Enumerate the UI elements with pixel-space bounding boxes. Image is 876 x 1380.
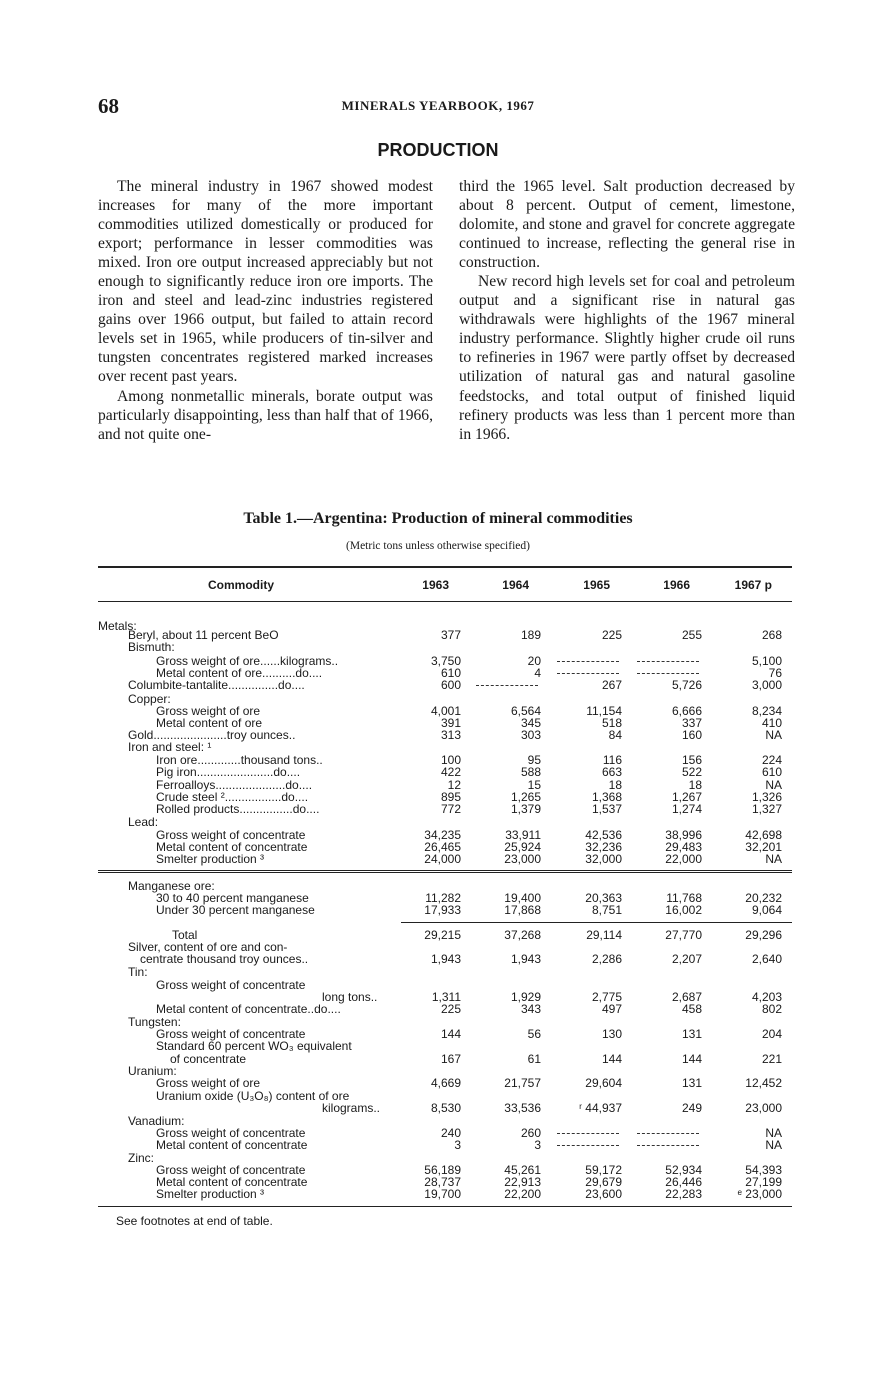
row-label: Iron ore.............thousand tons.. [156,753,323,767]
cell-value: 100 [440,753,461,767]
cell-value: 895 [440,790,461,804]
row-label: Copper: [128,692,171,706]
cell-value: 1,379 [510,802,541,816]
table-row [0,1127,876,1139]
cell-value: 23,000 [504,852,541,866]
cell-value: 663 [601,765,622,779]
table-row [0,1016,876,1028]
row-label: Total [172,928,198,942]
cell-value: 33,911 [505,828,541,842]
cell-value: 3 [534,1138,541,1152]
table-row [0,679,876,691]
cell-value: 160 [681,728,702,742]
row-label: Beryl, about 11 percent BeO [128,628,279,642]
no-data-dash [557,1133,619,1134]
table-row [0,1028,876,1040]
cell-value: 84 [608,728,622,742]
table-row [0,953,876,965]
row-label: Metal content of concentrate [156,1175,308,1189]
no-data-dash [557,673,619,674]
table-row [0,779,876,791]
table-row [0,1077,876,1089]
column-header-commodity: Commodity [208,578,274,592]
no-data-dash [476,685,538,686]
cell-value: 267 [601,678,622,692]
table-row [0,791,876,803]
cell-value: 156 [681,753,702,767]
cell-value: 8,751 [591,903,622,917]
row-label: Metal content of ore [156,716,263,730]
row-label: Pig iron.......................do.... [156,765,301,779]
cell-value: 1,929 [510,990,541,1004]
cell-value: 29,296 [745,928,782,942]
cell-value: 29,604 [585,1076,622,1090]
cell-value: 5,726 [671,678,702,692]
cell-value: 23,000 [745,1101,782,1115]
cell-value: 3,000 [751,678,782,692]
row-label: Gross weight of ore [156,1076,261,1090]
cell-value: NA [765,1138,782,1152]
cell-value: NA [765,1126,782,1140]
row-label: Gross weight of concentrate [156,1027,306,1041]
cell-value: 518 [601,716,622,730]
cell-value: 38,996 [665,828,702,842]
row-label: Gross weight of concentrate [156,1163,306,1177]
cell-value: 24,000 [424,852,461,866]
row-label: Manganese ore: [128,879,215,893]
cell-value: 56 [527,1027,541,1041]
cell-value: 130 [601,1027,622,1041]
cell-value: 37,268 [504,928,541,942]
paragraph-continued: third the 1965 level. Salt production decreased by about 8 percent. Output of cement, limestone, dolomite, and stone and gravel for concrete aggregate continued to increase, reflecting the general rise in construction. [459,178,795,272]
paragraph: New record high levels set for coal and petroleum output and a significant rise in natural gas withdrawals were highlights of the 1967 mineral industry performance. Slightly higher crude oil runs to refineries in 1967 were partly offset by decreased utilization of natural gas and natural gasoline feedstocks, and total output of finished liquid refinery products was less than 1 percent more than in 1966. [459,273,795,443]
table-row [0,966,876,978]
cell-value: 458 [681,1002,702,1016]
cell-value: 20,363 [585,891,622,905]
no-data-dash [557,1145,619,1146]
cell-value: 59,172 [585,1163,622,1177]
cell-value: 19,700 [424,1187,461,1201]
cell-value: 3,750 [430,654,461,668]
cell-value: 377 [440,628,461,642]
paragraph: Among nonmetallic minerals, borate output was particularly disappointing, less than half that of 1966, and not quite one- [98,387,433,443]
row-label: Uranium: [128,1064,177,1078]
page-number: 68 [98,94,119,118]
row-label: kilograms.. [322,1101,381,1115]
cell-value: 522 [681,765,702,779]
cell-value: 95 [527,753,541,767]
table-row [0,816,876,828]
cell-value: 240 [440,1126,461,1140]
cell-value: 6,564 [510,704,541,718]
cell-value: 8,530 [430,1101,461,1115]
cell-value: 32,000 [585,852,622,866]
row-label: Tin: [128,965,148,979]
table-subtitle: (Metric tons unless otherwise specified) [346,540,530,552]
table-footnote: See footnotes at end of table. [116,1214,273,1228]
cell-value: 33,536 [504,1101,541,1115]
cell-value: 772 [440,802,461,816]
cell-value: 18 [688,778,702,792]
cell-value: 225 [601,628,622,642]
row-label: Gold......................troy ounces.. [128,728,296,742]
cell-value: 29,215 [424,928,461,942]
table-row [0,766,876,778]
row-label: Metals: [98,619,137,633]
cell-value: ʳ 44,937 [579,1101,622,1115]
cell-value: 249 [681,1101,702,1115]
cell-value: 2,286 [591,952,622,966]
cell-value: 54,393 [745,1163,782,1177]
cell-value: 26,465 [424,840,461,854]
table-row [0,1003,876,1015]
cell-value: 497 [601,1002,622,1016]
cell-value: 610 [761,765,782,779]
row-label: Gross weight of concentrate [156,828,306,842]
row-label: Smelter production ³ [156,1187,265,1201]
row-label: Columbite-tantalite...............do.... [128,678,305,692]
cell-value: 610 [440,666,461,680]
cell-value: 22,913 [504,1175,541,1189]
cell-value: 27,770 [665,928,702,942]
cell-value: 4,203 [751,990,782,1004]
cell-value: 32,236 [585,840,622,854]
cell-value: 12,452 [745,1076,782,1090]
row-label: Iron and steel: ¹ [128,740,212,754]
cell-value: 12 [447,778,461,792]
table-caption: Table 1.—Argentina: Production of mineral commodities [243,510,633,527]
cell-value: 2,207 [671,952,702,966]
cell-value: 23,600 [585,1187,622,1201]
cell-value: 1,368 [591,790,622,804]
cell-value: 9,064 [751,903,782,917]
cell-value: 19,400 [504,891,541,905]
cell-value: 29,483 [665,840,702,854]
cell-value: 3 [454,1138,461,1152]
cell-value: 345 [520,716,541,730]
table-row [0,754,876,766]
table-row [0,1115,876,1127]
table-row [0,1139,876,1151]
cell-value: 131 [681,1076,702,1090]
row-label: Gross weight of ore......kilograms.. [156,654,339,668]
cell-value: 1,943 [430,952,461,966]
cell-value: 391 [440,716,461,730]
cell-value: 6,666 [671,704,702,718]
cell-value: 11,282 [425,891,461,905]
row-label: Gross weight of ore [156,704,261,718]
cell-value: 20 [527,654,541,668]
cell-value: 27,199 [745,1175,782,1189]
no-data-dash [637,1145,699,1146]
cell-value: 144 [681,1052,702,1066]
row-label: Rolled products................do.... [156,802,320,816]
cell-value: 4,001 [430,704,461,718]
cell-value: 17,933 [424,903,461,917]
row-label: 30 to 40 percent manganese [156,891,309,905]
table-row [0,991,876,1003]
cell-value: 1,265 [510,790,541,804]
table-row [0,1040,876,1052]
column-header-1965: 1965 [583,578,610,592]
cell-value: 32,201 [745,840,782,854]
cell-value: 2,640 [751,952,782,966]
no-data-dash [557,661,619,662]
cell-value: 422 [440,765,461,779]
cell-value: 343 [520,1002,541,1016]
cell-value: 52,934 [665,1163,702,1177]
cell-value: 600 [440,678,461,692]
no-data-dash [637,673,699,674]
cell-value: 1,267 [671,790,702,804]
cell-value: 167 [440,1052,461,1066]
cell-value: 588 [520,765,541,779]
table-row [0,655,876,667]
cell-value: 21,757 [504,1076,541,1090]
row-label: Bismuth: [128,640,175,654]
table-row [0,1102,876,1114]
row-label: Metal content of concentrate..do.... [156,1002,341,1016]
cell-value: 42,698 [745,828,782,842]
row-label: Tungsten: [128,1015,181,1029]
cell-value: 1,326 [751,790,782,804]
cell-value: 189 [520,628,541,642]
cell-value: 28,737 [424,1175,461,1189]
cell-value: 15 [527,778,541,792]
cell-value: 11,768 [666,891,702,905]
row-label: Gross weight of concentrate [156,978,306,992]
table-row [0,803,876,815]
cell-value: 1,943 [510,952,541,966]
cell-value: 42,536 [585,828,622,842]
cell-value: 116 [602,753,622,767]
cell-value: 144 [440,1027,461,1041]
cell-value: 25,924 [504,840,541,854]
row-label: Gross weight of concentrate [156,1126,306,1140]
cell-value: 8,234 [751,704,782,718]
no-data-dash [637,661,699,662]
cell-value: 1,327 [751,802,782,816]
row-label: Metal content of concentrate [156,1138,308,1152]
table-row [0,904,876,916]
row-label: Silver, content of ore and con- [128,940,288,954]
row-label: Uranium oxide (U₃O₈) content of ore [156,1089,350,1103]
cell-value: 255 [681,628,702,642]
cell-value: NA [765,728,782,742]
row-label: centrate thousand troy ounces.. [140,952,309,966]
cell-value: 4,669 [430,1076,461,1090]
cell-value: 144 [601,1052,622,1066]
cell-value: NA [765,778,782,792]
cell-value: 29,679 [585,1175,622,1189]
column-header-1963: 1963 [422,578,449,592]
table-row [0,705,876,717]
cell-value: 1,537 [591,802,622,816]
cell-value: 34,235 [424,828,461,842]
cell-value: 56,189 [424,1163,461,1177]
cell-value: 131 [681,1027,702,1041]
row-label: Metal content of concentrate [156,840,308,854]
running-title: MINERALS YEARBOOK, 1967 [341,98,535,113]
row-label: Metal content of ore..........do.... [156,666,323,680]
cell-value: 268 [761,628,782,642]
cell-value: 18 [608,778,622,792]
cell-value: 4 [534,666,541,680]
cell-value: 225 [440,1002,461,1016]
row-label: Lead: [128,815,159,829]
cell-value: 221 [761,1052,782,1066]
row-label: Standard 60 percent WO₃ equivalent [156,1039,352,1053]
cell-value: 22,283 [665,1187,702,1201]
table-row [0,641,876,653]
row-label: Under 30 percent manganese [156,903,315,917]
column-header-1964: 1964 [502,578,529,592]
cell-value: 224 [761,753,782,767]
cell-value: 260 [520,1126,541,1140]
cell-value: 11,154 [586,704,622,718]
cell-value: 45,261 [504,1163,541,1177]
table-row [0,741,876,753]
cell-value: 20,232 [745,891,782,905]
table-row [0,853,876,865]
cell-value: 2,687 [671,990,702,1004]
cell-value: 16,002 [665,903,702,917]
row-label: long tons.. [322,990,378,1004]
table-row [0,1188,876,1200]
cell-value: 61 [527,1052,541,1066]
cell-value: 2,775 [591,990,622,1004]
paragraph: The mineral industry in 1967 showed modest increases for many of the more important commodities utilized domestically or produced for export; performance in lesser commodities was mixed. Iron ore output increased appreciably but not enough to significantly reduce iron ore imports. The iron and steel and lead-zinc industries registered gains over 1966 output, but failed to attain record levels set in 1965, while producers of tin-silver and tungsten concentrates registered marked increases over recent past years. [98,178,433,386]
cell-value: 1,274 [671,802,702,816]
cell-value: ᵉ 23,000 [737,1187,782,1201]
column-header-1967: 1967 p [734,578,772,592]
cell-value: 76 [768,666,782,680]
row-label: Crude steel ².................do.... [156,790,309,804]
row-label: Vanadium: [128,1114,185,1128]
cell-value: 22,000 [665,852,702,866]
cell-value: NA [765,852,782,866]
cell-value: 204 [761,1027,782,1041]
cell-value: 26,446 [665,1175,702,1189]
row-label: Ferroalloys.....................do.... [156,778,313,792]
cell-value: 337 [681,716,702,730]
section-title: PRODUCTION [377,140,499,160]
cell-value: 29,114 [586,928,622,942]
cell-value: 410 [761,716,782,730]
column-header-1966: 1966 [663,578,690,592]
cell-value: 303 [520,728,541,742]
cell-value: 17,868 [504,903,541,917]
no-data-dash [637,1133,699,1134]
row-label: Smelter production ³ [156,852,265,866]
cell-value: 22,200 [504,1187,541,1201]
cell-value: 313 [440,728,461,742]
cell-value: 5,100 [751,654,782,668]
row-label: of concentrate [170,1052,247,1066]
cell-value: 802 [761,1002,782,1016]
row-label: Zinc: [128,1151,155,1165]
cell-value: 1,311 [431,990,461,1004]
